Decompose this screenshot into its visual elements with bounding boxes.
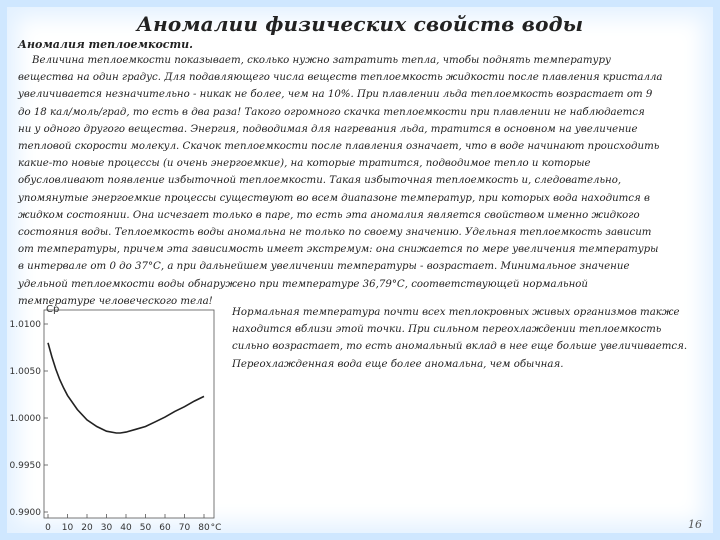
paragraph-line: ни у одного другого вещества. Энергия, подводимая для нагревания льда, тратится в основном на увеличение [18,123,638,135]
paragraph-line: вещества на один градус. Для подавляющего числа веществ теплоемкость жидкости после плавления кристалла [18,72,663,84]
x-tick-label: 70 [178,523,191,533]
heat-capacity-chart [4,300,224,536]
side-paragraph [232,304,716,373]
x-tick-label: 10 [61,523,74,533]
x-tick-label: 40 [120,523,132,533]
section-subtitle: Аномалия теплоемкости. [18,38,193,51]
y-ticks [10,320,49,518]
paragraph-line: Величина теплоемкости показывает, сколько нужно затратить тепла, чтобы поднять температуру [32,55,611,66]
paragraph-line: от температуры, причем эта зависимость имеет экстремум: она снижается по мере увеличения температуры [18,244,659,256]
y-axis-label: Cp [46,304,60,315]
paragraph-line: состояния воды. Теплоемкость воды аномальна не только по своему значению. Удельная теплоемкость зависит [18,227,652,239]
y-tick-label: 0.9900 [9,508,41,518]
x-tick-label: 80 [198,523,210,533]
side-line: Нормальная температура почти всех теплокровных живых организмов также [232,307,680,318]
page-title: Аномалии физических свойств воды [136,12,584,36]
x-tick-label: °C [210,523,222,533]
paragraph-line: тепловой скорости молекул. Скачок теплоемкости после плавления означает, что в воде начинают происходить [18,141,660,153]
x-tick-label: 50 [139,523,152,533]
y-tick-label: 1.0050 [9,367,41,377]
paragraph-line: упомянутые энергоемкие процессы существуют во всем диапазоне температур, при которых вода находится в [18,192,650,204]
x-tick-label: 60 [159,523,171,533]
plot-area [44,310,214,518]
side-line: сильно возрастает, то есть аномальный вклад в нее еще больше увеличивается. [232,341,688,353]
paragraph-line: до 18 кал/моль/град, то есть в два раза! Такого огромного скачка теплоемкости при плавлении не наблюдается [18,106,645,118]
paragraph-line: удельной теплоемкости воды обнаружено при температуре 36,79°С, соответствующей нормальной [18,278,588,290]
paragraph-line: увеличивается незначительно - никак не более, чем на 10%. При плавлении льда теплоемкость возрастает от 9 [18,89,653,101]
main-paragraph [18,52,706,310]
side-line: Переохлажденная вода еще более аномальна, чем обычная. [232,358,564,370]
paragraph-line: жидком состоянии. Она исчезает только в паре, то есть эта аномалия является свойством именно жидкого [18,209,640,221]
paragraph-line: в интервале от 0 до 37°С, а при дальнейшем увеличении температуры - возрастает. Минимальное значение [18,261,630,273]
side-line: находится вблизи этой точки. При сильном переохлаждении теплоемкость [232,324,662,336]
paragraph-line: температуре человеческого тела! [18,295,213,307]
paragraph-line: какие-то новые процессы (и очень энергоемкие), на которые тратится, подводимое тепло и которые [18,158,591,170]
y-tick-label: 1.0100 [9,320,41,330]
y-tick-label: 1.0000 [9,414,41,424]
x-tick-label: 20 [81,523,93,533]
x-tick-label: 0 [45,523,51,533]
page-number: 16 [688,518,702,531]
y-tick-label: 0.9950 [9,461,41,471]
x-tick-label: 30 [100,523,113,533]
paragraph-line: обусловливают появление избыточной теплоемкости. Такая избыточная теплоемкость и, следовательно, [18,175,622,187]
